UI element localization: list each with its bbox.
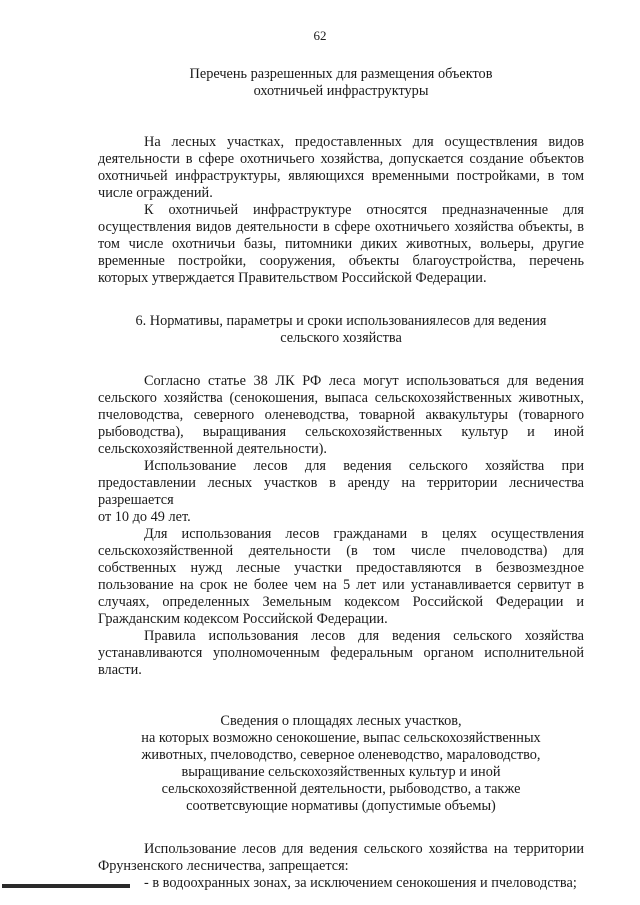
section-heading-agriculture: 6. Нормативы, параметры и сроки использованиялесов для ведения (135, 313, 547, 329)
info-heading-line5: сельскохозяйственной деятельности, рыбоводство, а также (161, 781, 521, 797)
paragraph-hunting-infrastructure: К охотничьей инфраструктуре относятся предназначенные для осуществления видов деятельности в сфере охотничьего хозяйства объекты, в том числе охотничьи базы, питомники диких животных, вольеры, другие временные постройки, сооружения, объекты благоустройства, перечень которых утверждается Правительством Российской Федерации. (98, 202, 584, 286)
info-heading-line4: выращивание сельскохозяйственных культур и иной (181, 764, 501, 780)
section-heading-agriculture-line2: сельского хозяйства (280, 330, 402, 346)
info-heading-line3: животных, пчеловодство, северное оленеводство, мараловодство, (141, 747, 541, 763)
paragraph-hunting-plots: На лесных участках, предоставленных для осуществления видов деятельности в сфере охотничьего хозяйства, допускается создание объектов охотничьей инфраструктуры, являющихся временными постройками, в том числе ограждений. (98, 134, 584, 201)
paragraph-citizen-use: Для использования лесов гражданами в целях осуществления сельскохозяйственной деятельности (в том числе пчеловодства) для собственных нужд лесные участки предоставляются в безвозмездное пользование на срок не более чем на 5 лет или устанавливается сервитут в случаях, определенных Земельным кодексом Российской Федерации и Гражданским кодексом Российской Федерации. (98, 526, 584, 627)
footer-rule (2, 884, 130, 888)
info-heading-line2: на которых возможно сенокошение, выпас сельскохозяйственных (141, 730, 541, 746)
list-item-water-protection: - в водоохранных зонах, за исключением сенокошения и пчеловодства; (144, 875, 577, 891)
paragraph-lease-permission: Использование лесов для ведения сельского хозяйства при предоставлении лесных участков в аренду на территории лесничества разрешается (98, 458, 584, 508)
page-number: 62 (313, 28, 327, 43)
paragraph-prohibition: Использование лесов для ведения сельского хозяйства на территории Фрунзенского лесничества, запрещается: (98, 841, 584, 874)
section-heading-hunting-infrastructure-line2: охотничьей инфраструктуры (253, 83, 429, 99)
lease-term: от 10 до 49 лет. (98, 509, 191, 525)
info-heading-line6: соответсвующие нормативы (допустимые объемы) (186, 798, 496, 814)
paragraph-use-rules: Правила использования лесов для ведения сельского хозяйства устанавливаются уполномоченным федеральным органом исполнительной власти. (98, 628, 584, 678)
page-content (98, 66, 584, 892)
section-heading-hunting-infrastructure: Перечень разрешенных для размещения объектов (189, 66, 493, 82)
paragraph-article-38: Согласно статье 38 ЛК РФ леса могут использоваться для ведения сельского хозяйства (сенокошения, выпаса сельскохозяйственных животных, пчеловодства, северного оленеводства, товарной аквакультуры (товарного рыбоводства), выращивания сельскохозяйственных культур и иной сельскохозяйственной деятельности). (98, 373, 584, 457)
info-heading-line1: Сведения о площадях лесных участков, (220, 713, 462, 729)
